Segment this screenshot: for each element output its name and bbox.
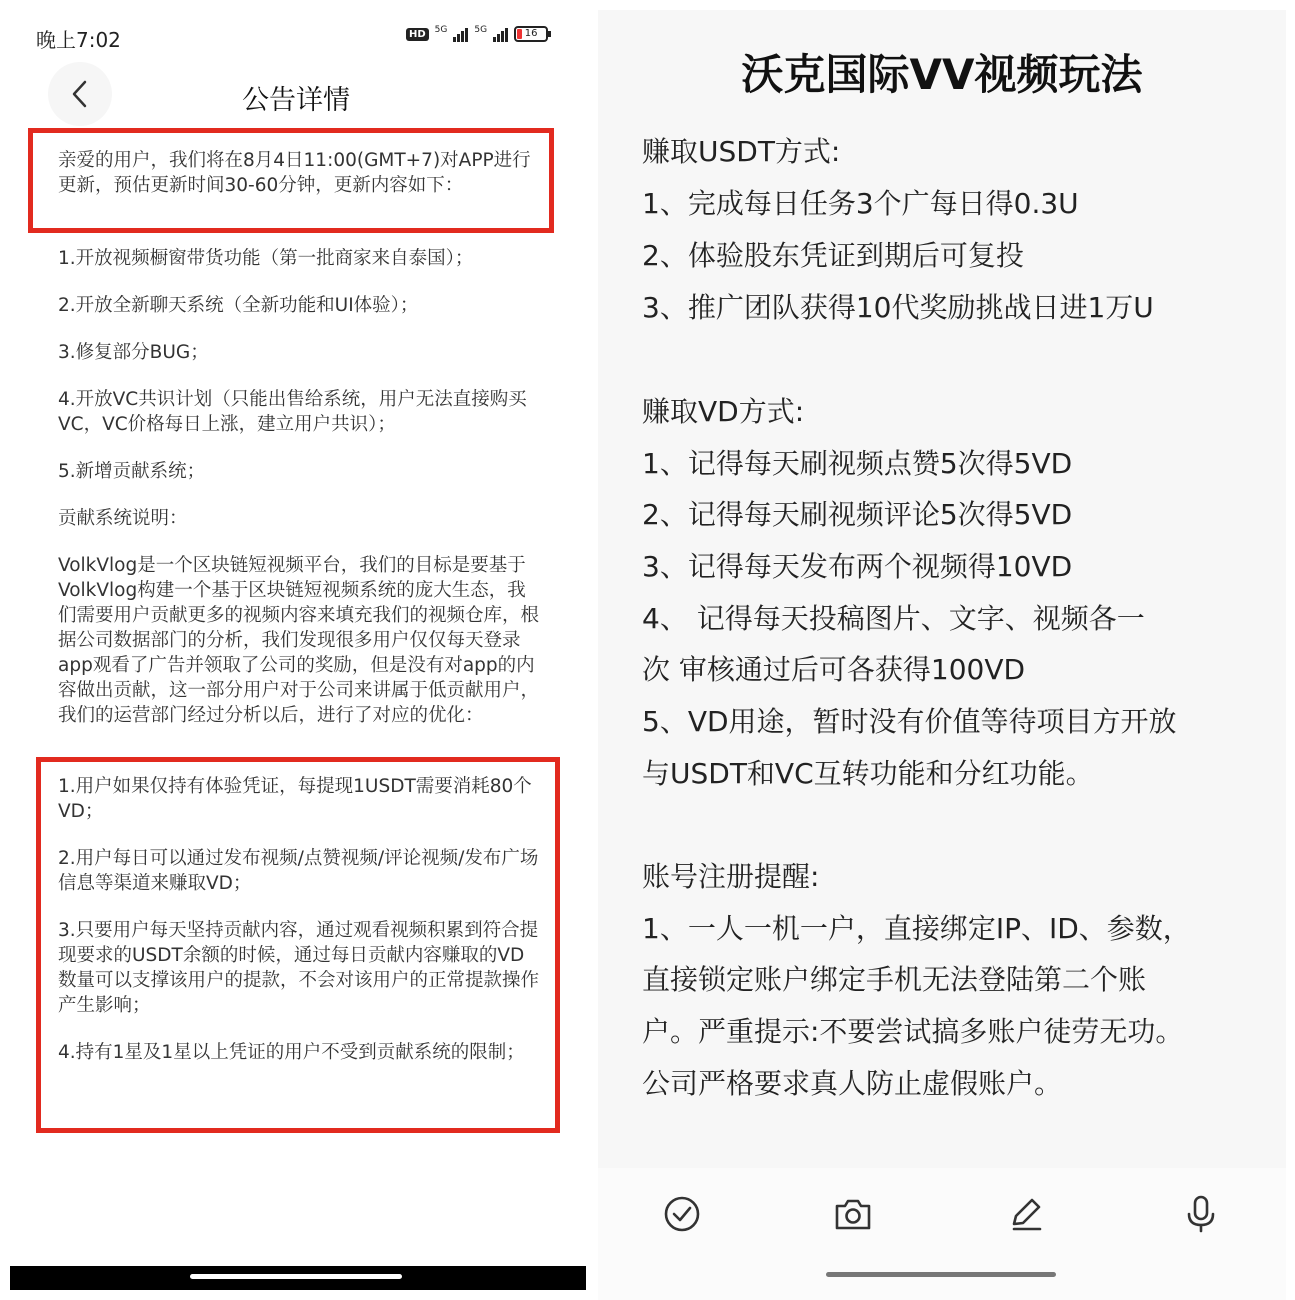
rule-item: 4.持有1星及1星以上凭证的用户不受到贡献系统的限制； (58, 1042, 525, 1063)
note-screen (598, 10, 1286, 1300)
list-item: 1.开放视频橱窗带货功能（第一批商家来自泰国）； (58, 248, 474, 269)
section-heading: 赚取USDT方式: (642, 135, 841, 168)
battery-icon: 16 (514, 26, 548, 42)
note-line: 户。严重提示:不要尝试搞多账户徒劳无功。 (642, 1015, 1184, 1048)
note-line: 1、完成每日任务3个广每日得0.3U (642, 187, 1079, 220)
intro-text: 亲爱的用户，我们将在8月4日11:00(GMT+7)对APP进行更新，预估更新时间30-60分钟，更新内容如下： (58, 150, 531, 196)
note-line: 2、体验股东凭证到期后可复投 (642, 239, 1024, 272)
list-item: 5.新增贡献系统； (58, 461, 206, 482)
section-heading: 赚取VD方式: (642, 395, 805, 428)
explain-paragraph: VolkVlog是一个区块链短视频平台，我们的目标是要基于VolkVlog构建一个基于区块链短视频系统的庞大生态，我们需要用户贡献更多的视频内容来填充我们的视频仓库，根据公司数据部门的分析，我们发现很多用户仅仅每天登录app观看了广告并领取了公司的奖励，但是没有对app的内容做出贡献，这一部分用户对于公司来讲属于低贡献用户，我们的运营部门经过分析以后，进行了对应的优化： (58, 555, 540, 726)
rule-item: 1.用户如果仅持有体验凭证，每提现1USDT需要消耗80个VD； (58, 776, 532, 822)
section-heading: 账号注册提醒: (642, 860, 820, 893)
list-item: 4.开放VC共识计划（只能出售给系统，用户无法直接购买VC，VC价格每日上涨，建立用户共识）； (58, 389, 527, 435)
note-line: 2、记得每天刷视频评论5次得5VD (642, 498, 1073, 531)
camera-icon[interactable] (831, 1192, 875, 1236)
status-indicators (406, 26, 548, 42)
note-line: 1、一人一机一户，直接绑定IP、ID、参数， (642, 912, 1191, 945)
rule-item: 3.只要用户每天坚持贡献内容，通过观看视频积累到符合提现要求的USDT余额的时候，通过每日贡献内容赚取的VD数量可以支撑该用户的提款，不会对该用户的正常提款操作产生影响； (58, 920, 540, 1016)
navigation-bar (10, 1266, 586, 1290)
home-indicator[interactable] (190, 1274, 402, 1279)
network-type: 5G (434, 25, 448, 35)
signal-icon (453, 26, 468, 42)
note-line: 直接锁定账户绑定手机无法登陆第二个账 (642, 963, 1147, 996)
note-toolbar (598, 1168, 1286, 1300)
check-circle-icon[interactable] (660, 1192, 704, 1236)
note-line: 与USDT和VC互转功能和分红功能。 (642, 757, 1094, 790)
note-line: 公司严格要求真人防止虚假账户。 (642, 1067, 1063, 1100)
pen-icon[interactable] (1004, 1192, 1048, 1236)
home-indicator[interactable] (826, 1272, 1056, 1277)
note-line: 4、 记得每天投稿图片、文字、视频各一 (642, 602, 1145, 635)
note-line: 3、推广团队获得10代奖励挑战日进1万U (642, 291, 1154, 324)
note-line: 1、记得每天刷视频点赞5次得5VD (642, 447, 1073, 480)
section-heading: 贡献系统说明： (58, 508, 188, 529)
hd-icon: HD (406, 28, 429, 41)
network-type: 5G (474, 25, 488, 35)
note-title: 沃克国际VV视频玩法 (741, 50, 1143, 99)
list-item: 2.开放全新聊天系统（全新功能和UI体验）； (58, 295, 419, 316)
note-line: 3、记得每天发布两个视频得10VD (642, 550, 1073, 583)
note-line: 5、VD用途，暂时没有价值等待项目方开放 (642, 705, 1177, 738)
microphone-icon[interactable] (1179, 1192, 1223, 1236)
status-time: 晚上7:02 (36, 28, 121, 52)
list-item: 3.修复部分BUG； (58, 342, 209, 363)
note-line: 次 审核通过后可各获得100VD (642, 653, 1026, 686)
page-title: 公告详情 (242, 85, 350, 116)
rule-item: 2.用户每日可以通过发布视频/点赞视频/评论视频/发布广场信息等渠道来赚取VD； (58, 848, 539, 894)
signal-icon (493, 26, 508, 42)
announcement-screen (0, 0, 592, 1300)
